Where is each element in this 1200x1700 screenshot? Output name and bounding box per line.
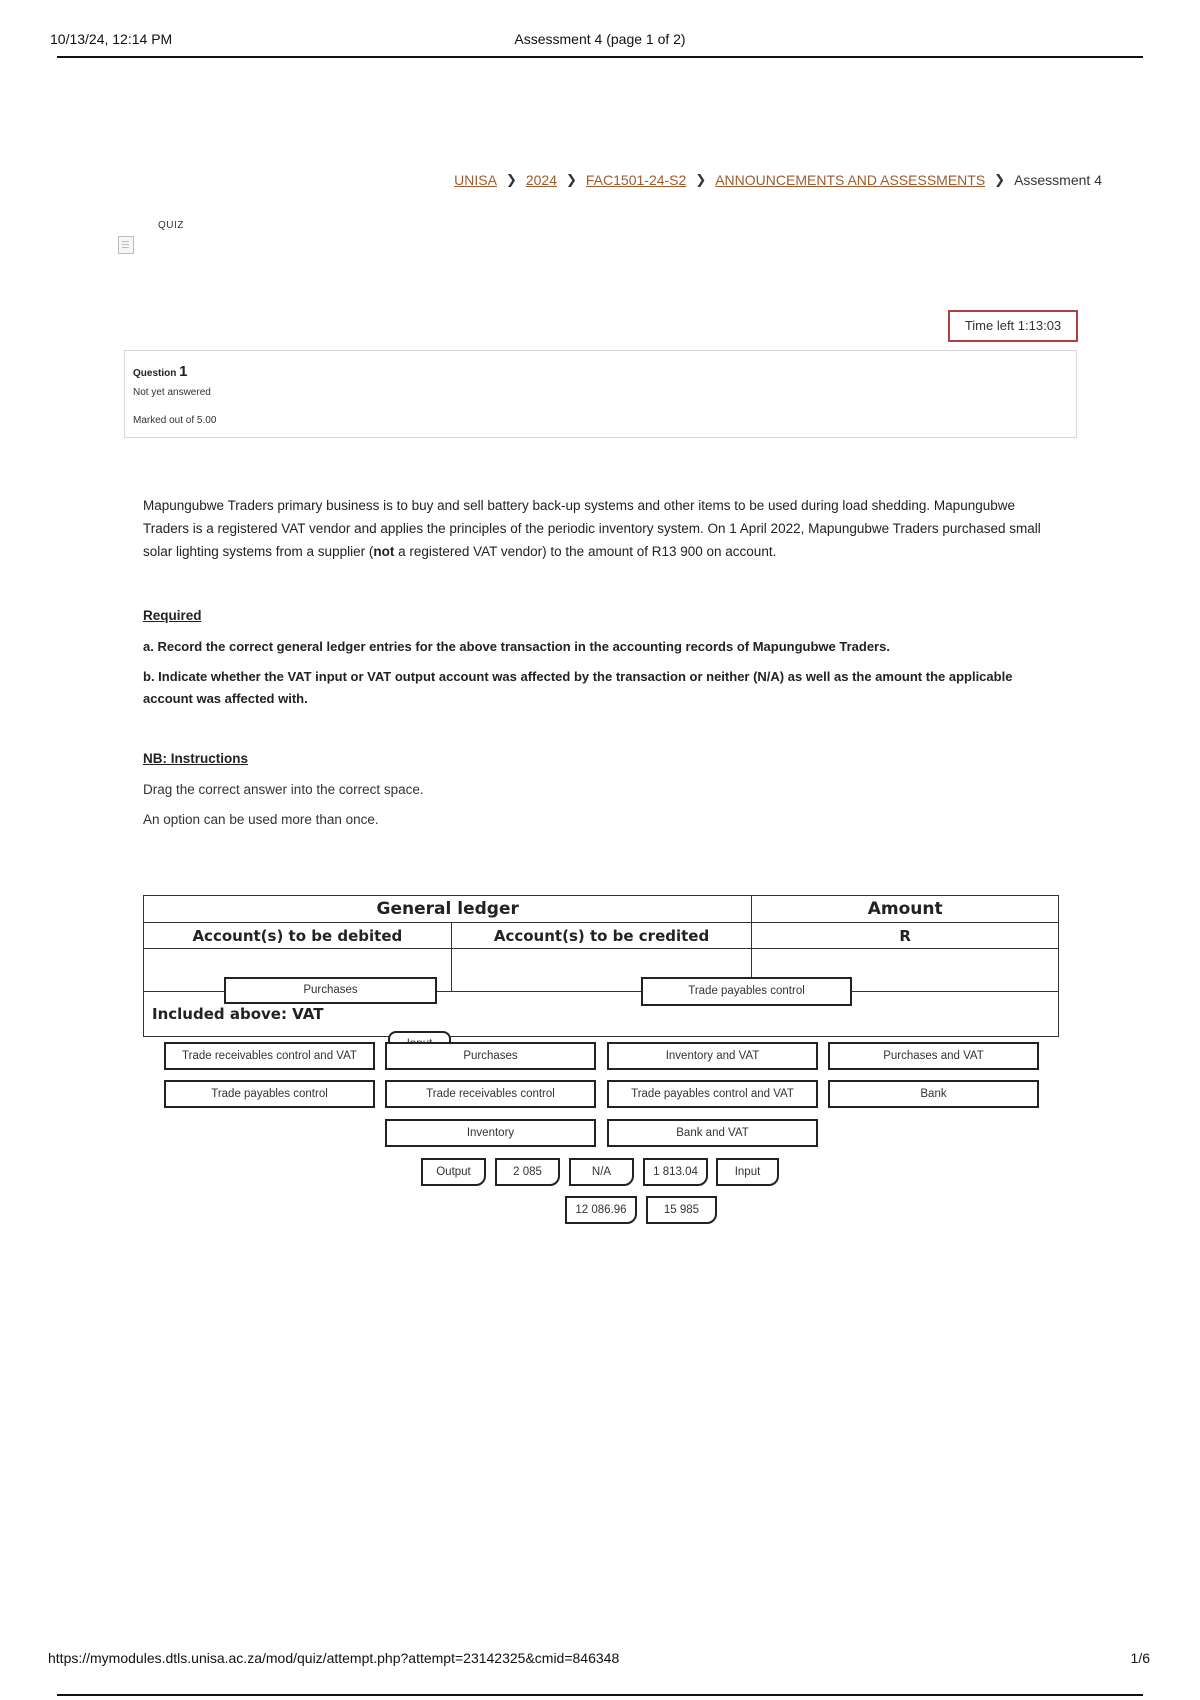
task-b: b. Indicate whether the VAT input or VAT output account was affected by the transaction or neither (N/A) as well as the amount the applicable account was affected with. [143, 669, 1013, 706]
footer-rule [57, 1694, 1143, 1696]
option-inventory-vat[interactable]: Inventory and VAT [607, 1042, 818, 1070]
option-1813-04[interactable]: 1 813.04 [643, 1158, 708, 1186]
print-timestamp: 10/13/24, 12:14 PM [50, 31, 173, 47]
breadcrumb-course[interactable]: FAC1501-24-S2 [585, 172, 687, 188]
credit-heading: Account(s) to be credited [451, 923, 752, 949]
option-12086-96[interactable]: 12 086.96 [565, 1196, 637, 1224]
dropped-debit-chip[interactable]: Purchases [224, 977, 437, 1004]
option-trade-receivables[interactable]: Trade receivables control [385, 1080, 596, 1108]
dropped-credit-chip[interactable]: Trade payables control [641, 977, 852, 1006]
instruction-drag: Drag the correct answer into the correct space. [143, 782, 424, 797]
breadcrumb-unisa[interactable]: UNISA [454, 172, 497, 188]
quiz-icon [118, 236, 134, 254]
chevron-right-icon: ❯ [994, 172, 1006, 187]
question-mark: Marked out of 5.00 [133, 415, 217, 426]
breadcrumb-2024[interactable]: 2024 [525, 172, 557, 188]
breadcrumb-announcements[interactable]: ANNOUNCEMENTS AND ASSESSMENTS [715, 172, 986, 188]
instructions-heading: NB: Instructions [143, 751, 249, 766]
option-inventory[interactable]: Inventory [385, 1119, 596, 1147]
question-info-box [124, 350, 1077, 438]
option-trade-payables-vat[interactable]: Trade payables control and VAT [607, 1080, 818, 1108]
currency-heading: R [752, 923, 1059, 949]
required-heading: Required [143, 608, 202, 623]
page-number: 1/6 [1130, 1650, 1150, 1666]
ledger-table [143, 895, 1059, 1037]
option-input[interactable]: Input [716, 1158, 779, 1186]
instruction-reuse: An option can be used more than once. [143, 812, 379, 827]
question-text: Mapungubwe Traders primary business is to buy and sell battery back-up systems and other items to be used during load shedding. Mapungubwe Traders is a registered VAT vendor and applies the principles of the periodic inventory system. On 1 April 2022, Mapungubwe Traders purchased small solar lighting systems from a supplier (not a registered VAT vendor) to the amount of R13 900 on account. [143, 498, 1041, 559]
task-a: a. Record the correct general ledger entries for the above transaction in the accounting records of Mapungubwe Traders. [143, 639, 890, 654]
option-2085[interactable]: 2 085 [495, 1158, 560, 1186]
option-bank[interactable]: Bank [828, 1080, 1039, 1108]
breadcrumb [454, 172, 1102, 188]
amount-heading: Amount [752, 896, 1059, 923]
quiz-timer: Time left 1:13:03 [948, 310, 1078, 342]
included-vat-label: Included above: VAT [152, 1005, 324, 1023]
option-output[interactable]: Output [421, 1158, 486, 1186]
question-state: Not yet answered [133, 387, 211, 398]
question-number: 1 [179, 363, 188, 380]
header-rule [57, 56, 1143, 58]
breadcrumb-current: Assessment 4 [1014, 172, 1102, 188]
print-title: Assessment 4 (page 1 of 2) [514, 31, 686, 47]
option-trade-payables[interactable]: Trade payables control [164, 1080, 375, 1108]
question-label: Question 1 [133, 363, 188, 380]
debit-heading: Account(s) to be debited [144, 923, 452, 949]
chevron-right-icon: ❯ [505, 172, 517, 187]
option-purchases[interactable]: Purchases [385, 1042, 596, 1070]
general-ledger-heading: General ledger [144, 896, 752, 923]
chevron-right-icon: ❯ [695, 172, 707, 187]
option-purchases-vat[interactable]: Purchases and VAT [828, 1042, 1039, 1070]
activity-type-label: QUIZ [158, 220, 184, 231]
option-na[interactable]: N/A [569, 1158, 634, 1186]
option-bank-vat[interactable]: Bank and VAT [607, 1119, 818, 1147]
chevron-right-icon: ❯ [566, 172, 577, 187]
page-url: https://mymodules.dtls.unisa.ac.za/mod/quiz/attempt.php?attempt=23142325&cmid=846348 [48, 1650, 620, 1666]
option-15985[interactable]: 15 985 [646, 1196, 717, 1224]
option-trade-receivables-vat[interactable]: Trade receivables control and VAT [164, 1042, 375, 1070]
